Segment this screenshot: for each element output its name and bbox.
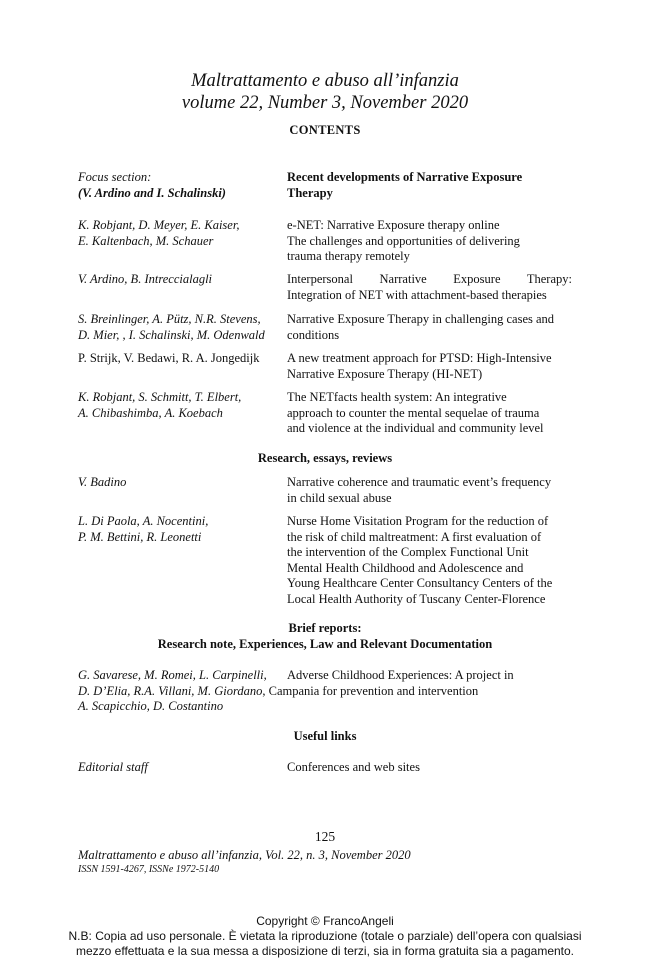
entry-title: Mental Health Childhood and Adolescence and [287, 560, 524, 575]
entry-title: in child sexual abuse [287, 490, 392, 505]
section-heading-links: Useful links [293, 729, 357, 743]
entry-title: the risk of child maltreatment: A first evaluation of [287, 529, 542, 544]
entry-title: Conferences and web sites [287, 760, 420, 774]
entry-authors: K. Robjant, S. Schmitt, T. Elbert, [78, 390, 242, 404]
entry-title: trauma therapy remotely [287, 249, 410, 263]
contents-heading: CONTENTS [289, 123, 361, 137]
entry-authors: S. Breinlinger, A. Pütz, N.R. Stevens, [78, 312, 261, 326]
entry-title: Local Health Authority of Tuscany Center-Florence [287, 591, 546, 606]
entry-title: Narrative Exposure Therapy (HI-NET) [287, 366, 483, 381]
entry-title: Interpersonal Narrative Exposure Therapy: [287, 272, 572, 286]
entry-title: e-NET: Narrative Exposure therapy online [287, 218, 500, 232]
entry-title: and violence at the individual and community level [287, 421, 544, 435]
footer-issn: ISSN 1591-4267, ISSNe 1972-5140 [78, 864, 220, 875]
copyright-notice: mezzo effettuata e la sua messa a disposizione di terzi, sia in forma gratuita sia a pagamento. [75, 944, 575, 958]
section-heading-research: Research, essays, reviews [257, 451, 393, 465]
entry-title: Adverse Childhood Experiences: A project in [287, 668, 514, 682]
entry-authors: P. M. Bettini, R. Leonetti [78, 529, 202, 544]
entry-authors: G. Savarese, M. Romei, L. Carpinelli, [78, 668, 267, 682]
entry-title: approach to counter the mental sequelae of trauma [287, 405, 540, 420]
entry-authors: D. Mier, , I. Schalinski, M. Odenwald [78, 327, 265, 342]
copyright-notice: N.B: Copia ad uso personale. È vietata la riproduzione (totale o parziale) dell’opera con qualsiasi [68, 929, 582, 943]
journal-issue: volume 22, Number 3, November 2020 [181, 93, 469, 113]
copyright-line: Copyright © FrancoAngeli [256, 914, 394, 928]
entry-authors: Editorial staff [78, 760, 148, 774]
entry-title: The challenges and opportunities of delivering [287, 233, 520, 248]
entry-authors: A. Scapicchio, D. Costantino [78, 699, 224, 713]
entry-title: Narrative Exposure Therapy in challenging cases and [287, 312, 555, 326]
focus-title-line: Recent developments of Narrative Exposure [287, 170, 523, 184]
entry-title: Integration of NET with attachment-based therapies [287, 287, 547, 302]
entry-title: , Campania for prevention and intervention [262, 683, 479, 698]
entry-title: conditions [287, 327, 340, 342]
entry-authors: A. Chibashimba, A. Koebach [78, 405, 223, 420]
section-subheading-brief: Research note, Experiences, Law and Relevant Documentation [157, 637, 493, 651]
entry-title: The NETfacts health system: An integrative [287, 390, 507, 404]
entry-authors: V. Ardino, B. Intreccialagli [78, 272, 213, 286]
section-heading-brief: Brief reports: [288, 621, 362, 635]
page-number: 125 [314, 829, 336, 844]
entry-title: Young Healthcare Center Consultancy Centers of the [287, 576, 553, 590]
footer-citation: Maltrattamento e abuso all’infanzia, Vol. 22, n. 3, November 2020 [78, 848, 411, 862]
toc-entry [78, 668, 578, 715]
entry-authors: V. Badino [78, 475, 127, 489]
entry-title: A new treatment approach for PTSD: High-Intensive [287, 351, 552, 365]
focus-label: Focus section: [78, 170, 152, 184]
entry-title: Nurse Home Visitation Program for the reduction of [287, 514, 549, 528]
entry-title: Narrative coherence and traumatic event’s frequency [287, 475, 552, 489]
focus-title-line: Therapy [287, 185, 333, 200]
entry-authors: D. D’Elia, R.A. Villani, M. Giordano [78, 683, 263, 698]
entry-authors: K. Robjant, D. Meyer, E. Kaiser, [78, 218, 240, 232]
journal-title: Maltrattamento e abuso all’infanzia [191, 71, 459, 91]
entry-authors: P. Strijk, V. Bedawi, R. A. Jongedijk [78, 351, 260, 365]
focus-editors: (V. Ardino and I. Schalinski) [78, 185, 226, 200]
entry-authors: L. Di Paola, A. Nocentini, [78, 514, 209, 528]
entry-authors: E. Kaltenbach, M. Schauer [78, 233, 214, 248]
entry-title: the intervention of the Complex Functional Unit [287, 545, 529, 559]
